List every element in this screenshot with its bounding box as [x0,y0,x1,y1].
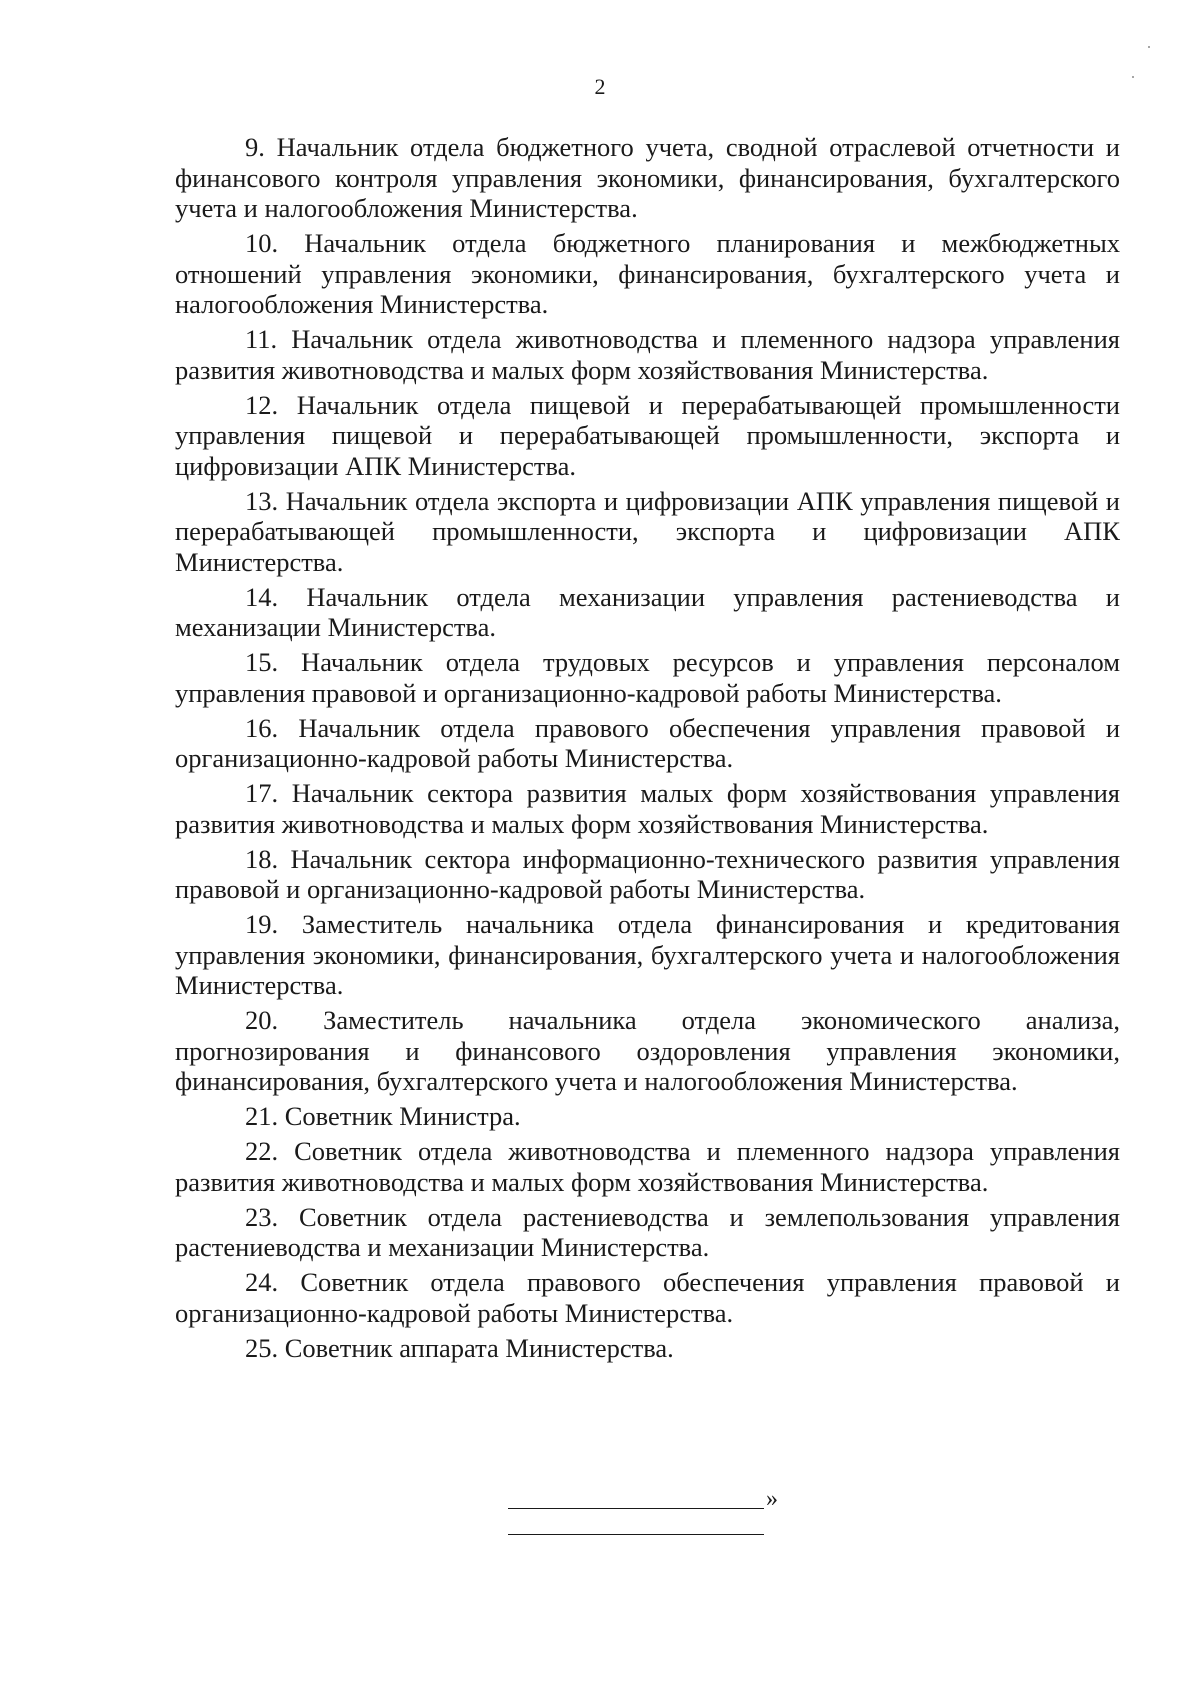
list-item: 14. Начальник отдела механизации управления растениеводства и механизации Министерства. [175,581,1120,642]
closing-quote: » [766,1486,778,1512]
scan-speck [1148,46,1150,48]
list-item: 12. Начальник отдела пищевой и перерабатывающей промышленности управления пищевой и перерабатывающей промышленности, экспорта и цифровизации АПК Министерства. [175,389,1120,481]
scan-speck [1132,76,1134,78]
list-item: 11. Начальник отдела животноводства и племенного надзора управления развития животноводства и малых форм хозяйствования Министерства. [175,324,1120,385]
list-item: 25. Советник аппарата Министерства. [245,1332,674,1363]
page-number: 2 [594,74,606,99]
list-item: 19. Заместитель начальника отдела финансирования и кредитования управления экономики, финансирования, бухгалтерского учета и налогообложения Министерства. [175,909,1120,1000]
list-item: 21. Советник Министра. [245,1101,521,1131]
list-item: 24. Советник отдела правового обеспечения управления правовой и организационно-кадровой работы Министерства. [175,1267,1120,1328]
list-item: 17. Начальник сектора развития малых форм хозяйствования управления развития животноводства и малых форм хозяйствования Министерства. [175,778,1120,839]
list-item: 15. Начальник отдела трудовых ресурсов и управления персоналом управления правовой и организационно-кадровой работы Министерства. [175,647,1120,708]
list-item: 9. Начальник отдела бюджетного учета, сводной отраслевой отчетности и финансового контроля управления экономики, финансирования, бухгалтерского учета и налогообложения Министерства. [175,132,1120,223]
list-item: 13. Начальник отдела экспорта и цифровизации АПК управления пищевой и перерабатывающей промышленности, экспорта и цифровизации АПК Министерства. [175,485,1120,577]
closing-line [508,1534,764,1535]
list-item: 22. Советник отдела животноводства и племенного надзора управления развития животноводства и малых форм хозяйствования Министерства. [175,1136,1120,1197]
list-item: 16. Начальник отдела правового обеспечения управления правовой и организационно-кадровой работы Министерства. [175,712,1120,773]
list-item: 20. Заместитель начальника отдела экономического анализа, прогнозирования и финансового оздоровления управления экономики, финансирования, бухгалтерского учета и налогообложения Министерства. [175,1005,1120,1096]
list-item: 10. Начальник отдела бюджетного планирования и межбюджетных отношений управления экономики, финансирования, бухгалтерского учета и налогообложения Министерства. [175,228,1120,319]
document-body [175,132,1120,1368]
list-item: 18. Начальник сектора информационно-технического развития управления правовой и организационно-кадровой работы Министерства. [175,843,1120,904]
list-item: 23. Советник отдела растениеводства и землепользования управления растениеводства и механизации Министерства. [175,1201,1120,1262]
closing-line [508,1508,764,1509]
